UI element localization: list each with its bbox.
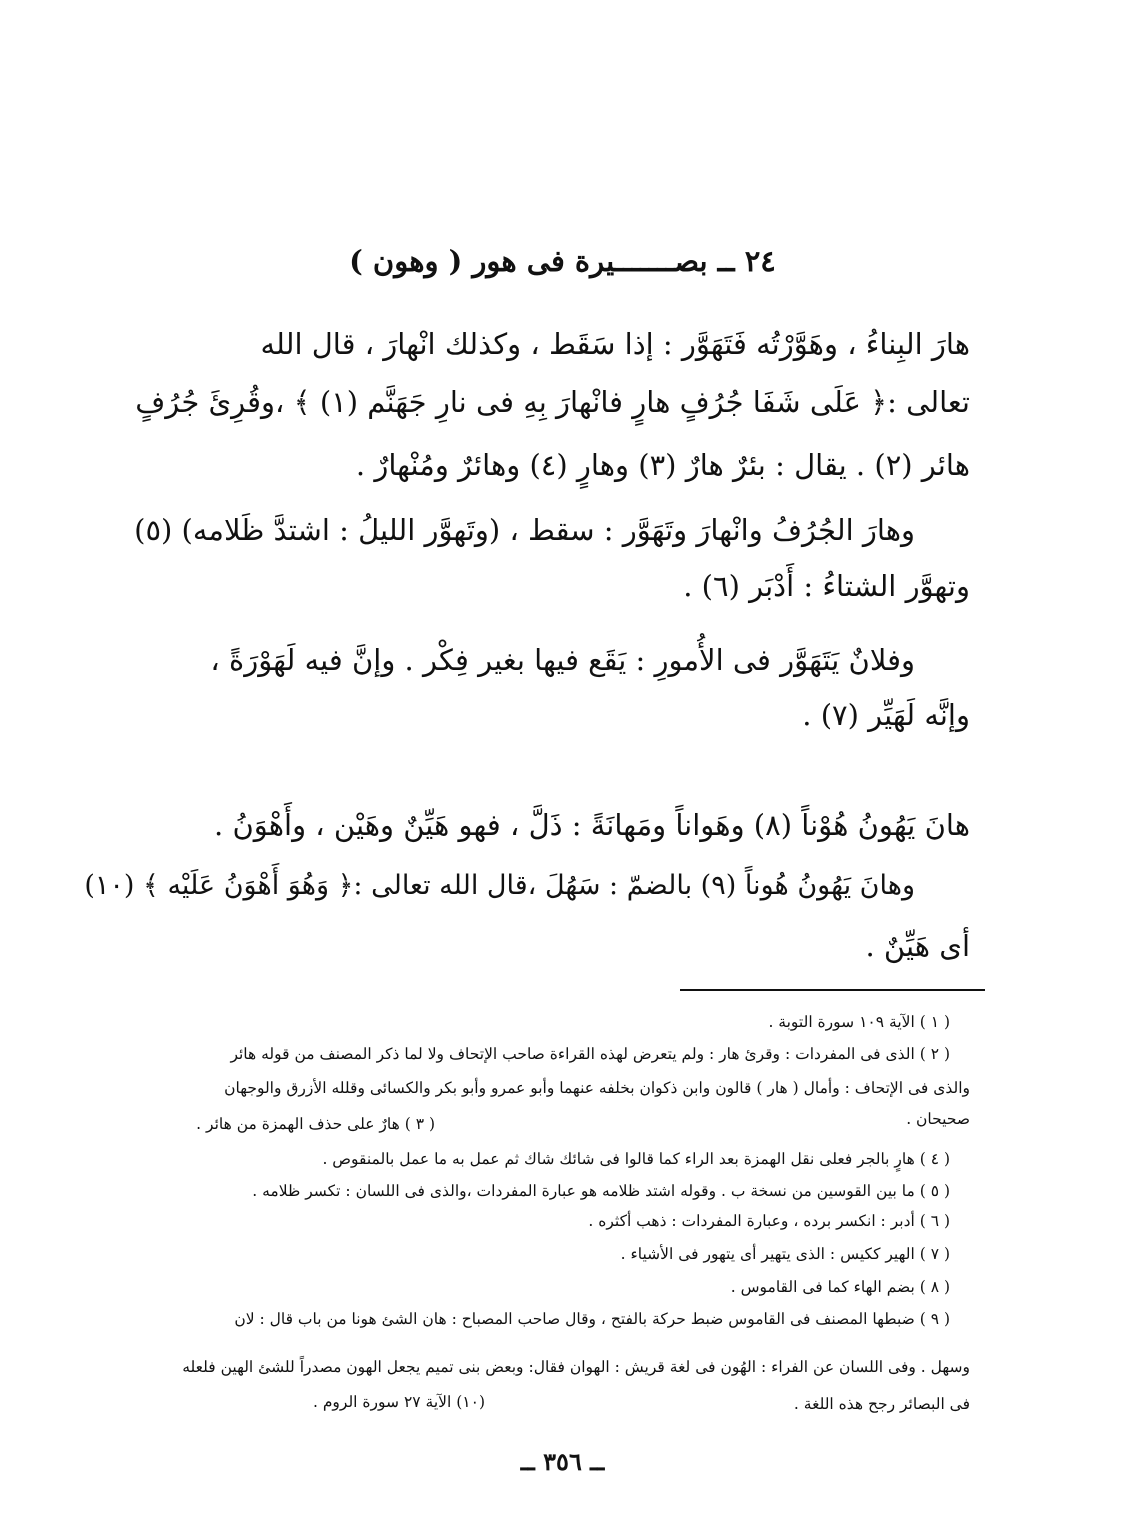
footnote-3: ( ٣ ) هارٌ على حذف الهمزة من هائر . — [196, 1115, 435, 1133]
body-line-4: وهارَ الجُرُفُ وانْهارَ وتَهَوَّر : سقط ، (وتَهوَّر الليلُ : اشتدَّ ظَلامه) (٥) — [134, 513, 915, 547]
body-line-7: وإنَّه لَهَيِّر (٧) . — [802, 698, 970, 732]
body-line-2: تعالى :﴿ عَلَى شَفَا جُرُفٍ هارٍ فانْهارَ بِهِ فى نارِ جَهَنَّم (١) ﴾ ،وقُرِئَ جُرُفٍ — [135, 385, 970, 419]
body-line-6: وفلانٌ يَتَهَوَّر فى الأُمورِ : يَقَع فيها بغير فِكْر . وإنَّ فيه لَهَوْرَةً ، — [210, 643, 915, 677]
footnote-2: ( ٢ ) الذى فى المفردات : وقرئ هار : ولم يتعرض لهذه القراءة صاحب الإتحاف ولا لما ذكر المصنف من قوله هائر — [230, 1045, 950, 1063]
footnote-separator — [680, 989, 985, 991]
body-line-1: هارَ البِناءُ ، وهَوَّرْتُه فَتَهَوَّر : إذا سَقَط ، وكذلك انْهارَ ، قال الله — [260, 327, 970, 361]
footnote-5: ( ٥ ) ما بين القوسين من نسخة ب . وقوله اشتد ظلامه هو عبارة المفردات ،والذى فى اللسان : تكسر ظلامه . — [252, 1182, 950, 1200]
footnote-2-cont: والذى فى الإتحاف : وأمال ( هار ) قالون وابن ذكوان بخلفه عنهما وأبو عمرو وأبو بكر والكسائى وقلله الأزرق والوجهان — [224, 1079, 970, 1097]
footnote-8: ( ٨ ) بضم الهاء كما فى القاموس . — [730, 1278, 950, 1296]
body-line-3: هائر (٢) . يقال : بئرٌ هارٌ (٣) وهارٍ (٤) وهائرٌ ومُنْهارٌ . — [355, 448, 970, 482]
footnote-2-end: صحيحان . — [906, 1110, 970, 1128]
footnote-6: ( ٦ ) أدبر : انكسر برده ، وعبارة المفردات : ذهب أكثره . — [588, 1212, 950, 1230]
footnote-4: ( ٤ ) هارٍ بالجر فعلى نقل الهمزة بعد الراء كما قالوا فى شائك شاك ثم عمل به ما عمل بالمنقوص . — [322, 1150, 950, 1168]
body-line-5: وتهوَّر الشتاءُ : أَدْبَر (٦) . — [683, 569, 970, 603]
body-line-8: هانَ يَهُونُ هُوْناً (٨) وهَواناً ومَهانَةً : ذَلَّ ، فهو هَيِّنٌ وهَيْن ، وأَهْوَنُ . — [214, 808, 970, 842]
page-number: ــ ٣٥٦ ــ — [520, 1447, 605, 1476]
footnote-10: (١٠) الآية ٢٧ سورة الروم . — [312, 1393, 485, 1411]
body-line-9: وهانَ يَهُونُ هُوناً (٩) بالضمّ : سَهُلَ ،قال الله تعالى :﴿ وَهُوَ أَهْوَنُ عَلَيْه ﴾ (١٠) — [84, 870, 915, 901]
footnote-7: ( ٧ ) الهير ككيس : الذى يتهير أى يتهور فى الأشياء . — [620, 1245, 950, 1263]
section-title: ٢٤ ــ بصـــــــيرة فى هور ( وهون ) — [349, 244, 776, 278]
footnote-9-cont: وسهل . وفى اللسان عن الفراء : الهُون فى لغة قريش : الهوان فقال: وبعض بنى تميم يجعل الهون مصدراً للشئ الهين فلعله — [182, 1358, 970, 1376]
footnote-9: ( ٩ ) ضبطها المصنف فى القاموس ضبط حركة بالفتح ، وقال صاحب المصباح : هان الشئ هونا من باب قال : لان — [234, 1310, 950, 1328]
footnote-1: ( ١ ) الآية ١٠٩ سورة التوبة . — [768, 1013, 950, 1031]
footnote-9-end: فى البصائر رجح هذه اللغة . — [793, 1395, 970, 1413]
body-line-10: أى هَيِّنٌ . — [865, 929, 970, 963]
